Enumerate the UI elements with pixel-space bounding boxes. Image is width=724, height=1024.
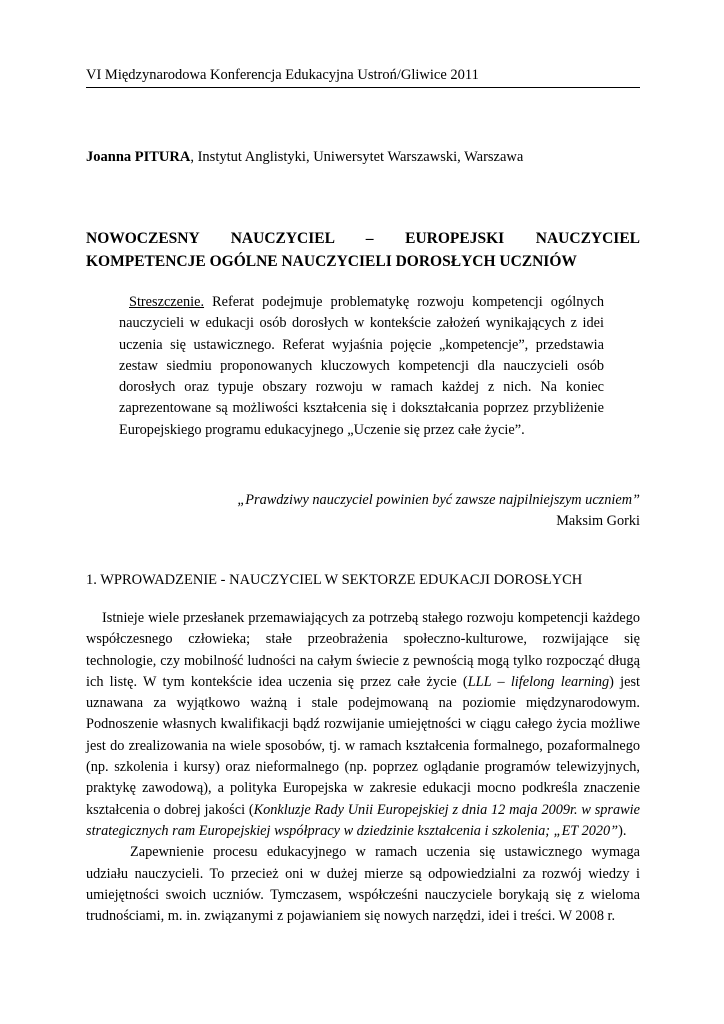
abstract-label: Streszczenie. <box>129 294 205 310</box>
paragraph-1-part-b: ) jest uznawana za wyjątkowo ważną i stale podejmowaną na poziomie międzynarodowym. Podnoszenie własnych kwalifikacji bądź rozwijanie umiejętności w ciągu całego życia możliwe jest do zrealizowania na wiele sposobów, tj. w ramach kształcenia formalnego, pozaformalnego (np. szkolenia i kursy) oraz nieformalnego (np. poprzez oglądanie programów telewizyjnych, praktykę zawodową), a polityka Europejska w zakresie edukacji mocno podkreśla znaczenie kształcenia o dobrej jakości ( <box>86 673 640 818</box>
author-line <box>86 148 646 166</box>
paper-title <box>86 228 640 273</box>
lll-term: LLL – lifelong learning <box>467 673 610 690</box>
author-affiliation: , Instytut Anglistyki, Uniwersytet Warszawski, Warszawa <box>190 149 524 165</box>
paragraph-1-part-a: Istnieje wiele przesłanek przemawiających za potrzebą stałego rozwoju kompetencji każdego współczesnego człowieka; stałe przeobrażenia społeczno-kulturowe, rozwijające się technologie, czy mobilność ludności na całym świecie z pewnością mogą tylko rozpocząć długą ich listę. W tym kontekście idea uczenia się przez całe życie ( <box>86 610 640 690</box>
paragraph-1 <box>86 608 640 842</box>
epigraph-quote: „Prawdziwy nauczyciel powinien być zawsze najpilniejszym uczniem” <box>237 492 640 508</box>
abstract <box>119 292 604 441</box>
paragraph-1-part-c: ). <box>618 822 627 839</box>
epigraph-author: Maksim Gorki <box>556 513 640 529</box>
section-heading: 1. WPROWADZENIE - NAUCZYCIEL W SEKTORZE EDUKACJI DOROSŁYCH <box>86 572 583 588</box>
abstract-text: Referat podejmuje problematykę rozwoju kompetencji ogólnych nauczycieli w edukacji osób dorosłych w kontekście założeń wynikających z idei uczenia się ustawicznego. Referat wyjaśnia pojęcie „kompetencje”, przedstawia zestaw siedmiu proponowanych kluczowych kompetencji dla nauczycieli osób dorosłych oraz typuje obszary rozwoju w ramach każdej z nich. Na koniec zaprezentowane są możliwości kształcenia się i dokształcania poprzez przybliżenie Europejskiego programu edukacyjnego „Uczenie się przez całe życie”. <box>119 294 604 438</box>
author-name: Joanna PITURA <box>86 149 191 165</box>
paragraph-2: Zapewnienie procesu edukacyjnego w ramach uczenia się ustawicznego wymaga udziału nauczycieli. To przecież oni w dużej mierze są odpowiedzialni za rozwój wiedzy i umiejętności swoich uczniów. Tymczasem, współcześni nauczyciele borykają się z wieloma trudnościami, m. in. związanymi z pojawianiem się nowych narzędzi, idei i treści. W 2008 r. <box>86 844 640 925</box>
body-text <box>86 608 640 927</box>
epigraph <box>200 490 640 532</box>
title-line-2: KOMPETENCJE OGÓLNE NAUCZYCIELI DOROSŁYCH UCZNIÓW <box>86 252 577 270</box>
citation: Konkluzje Rady Unii Europejskiej z dnia 12 maja 2009r. w sprawie strategicznych ram Europejskiej współpracy w dziedzinie kształcenia i szkolenia; „ET 2020” <box>86 801 641 839</box>
title-line-1: NOWOCZESNY NAUCZYCIEL – EUROPEJSKI NAUCZYCIEL <box>86 230 640 247</box>
running-header: VI Międzynarodowa Konferencja Edukacyjna Ustroń/Gliwice 2011 <box>86 66 640 88</box>
